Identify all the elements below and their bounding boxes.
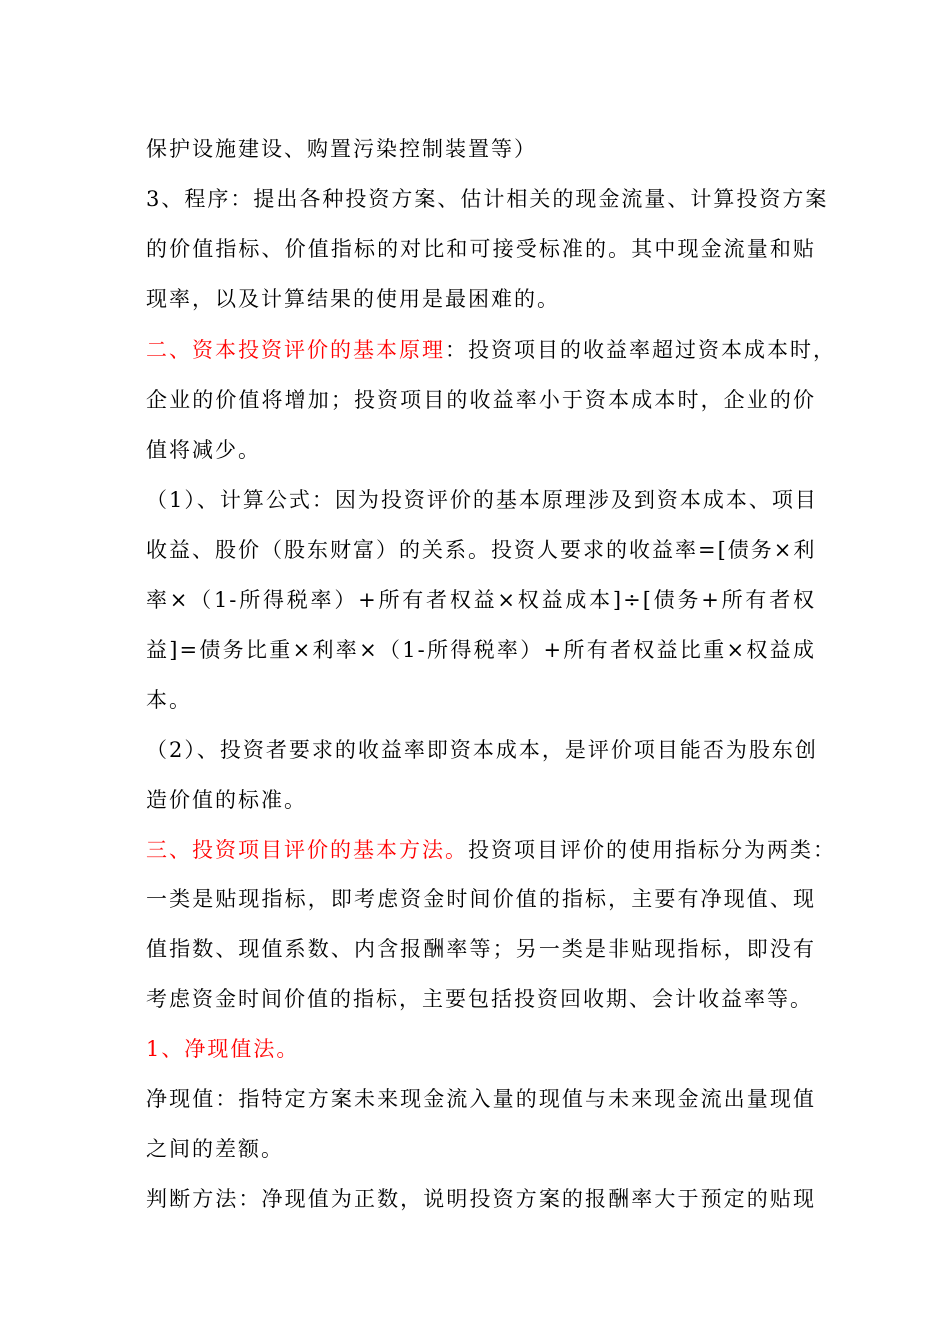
line-text: 率×（1-所得税率）+所有者权益×权益成本]÷[债务+所有者权 (146, 588, 816, 612)
line-text: 值将减少。 (146, 438, 261, 462)
line-text: （1）、计算公式：因为投资评价的基本原理涉及到资本成本、项目 (146, 488, 818, 512)
subheading-line (146, 1034, 816, 1064)
text-line (146, 134, 816, 164)
line-text: 收益、股价（股东财富）的关系。投资人要求的收益率=[债务×利 (146, 538, 817, 562)
line-text: 值指数、现值系数、内含报酬率等；另一类是非贴现指标，即没有 (146, 937, 816, 961)
text-line (146, 785, 816, 815)
text-line (146, 535, 816, 565)
line-text: 的价值指标、价值指标的对比和可接受标准的。其中现金流量和贴 (146, 237, 816, 261)
text-line (146, 184, 829, 214)
text-line (146, 585, 816, 615)
section-heading-line (146, 335, 836, 365)
line-text: 一类是贴现指标，即考虑资金时间价值的指标，主要有净现值、现 (146, 887, 816, 911)
line-text: 造价值的标准。 (146, 788, 307, 812)
line-text: 现率，以及计算结果的使用是最困难的。 (146, 287, 560, 311)
text-line (146, 735, 816, 765)
text-line (146, 685, 816, 715)
subsection-heading: 1、净现值法。 (146, 1037, 300, 1061)
line-text: ：投资项目的收益率超过资本成本时， (445, 338, 836, 362)
section-heading-line (146, 835, 836, 865)
section-heading: 三、投资项目评价的基本方法。 (146, 838, 468, 862)
text-line (146, 284, 816, 314)
text-line (146, 385, 816, 415)
line-text: 3、程序：提出各种投资方案、估计相关的现金流量、计算投资方案 (146, 187, 829, 211)
text-line (146, 884, 816, 914)
text-line (146, 234, 816, 264)
line-text: 之间的差额。 (146, 1137, 284, 1161)
line-text: 净现值：指特定方案未来现金流入量的现值与未来现金流出量现值 (146, 1087, 816, 1111)
line-text: （2）、投资者要求的收益率即资本成本，是评价项目能否为股东创 (146, 738, 818, 762)
text-line (146, 1184, 816, 1214)
text-line (146, 984, 816, 1014)
section-heading: 二、资本投资评价的基本原理 (146, 338, 445, 362)
line-text: 判断方法：净现值为正数，说明投资方案的报酬率大于预定的贴现 (146, 1187, 816, 1211)
line-text: 益]=债务比重×利率×（1-所得税率）+所有者权益比重×权益成 (146, 638, 816, 662)
text-line (146, 485, 816, 515)
text-line (146, 1084, 816, 1114)
line-text: 考虑资金时间价值的指标，主要包括投资回收期、会计收益率等。 (146, 987, 813, 1011)
line-text: 企业的价值将增加；投资项目的收益率小于资本成本时，企业的价 (146, 388, 816, 412)
text-line (146, 635, 816, 665)
text-line (146, 1134, 816, 1164)
text-line (146, 435, 816, 465)
line-text: 投资项目评价的使用指标分为两类： (468, 838, 836, 862)
line-text: 保护设施建设、购置污染控制装置等） (146, 137, 537, 161)
text-line (146, 934, 816, 964)
line-text: 本。 (146, 688, 192, 712)
